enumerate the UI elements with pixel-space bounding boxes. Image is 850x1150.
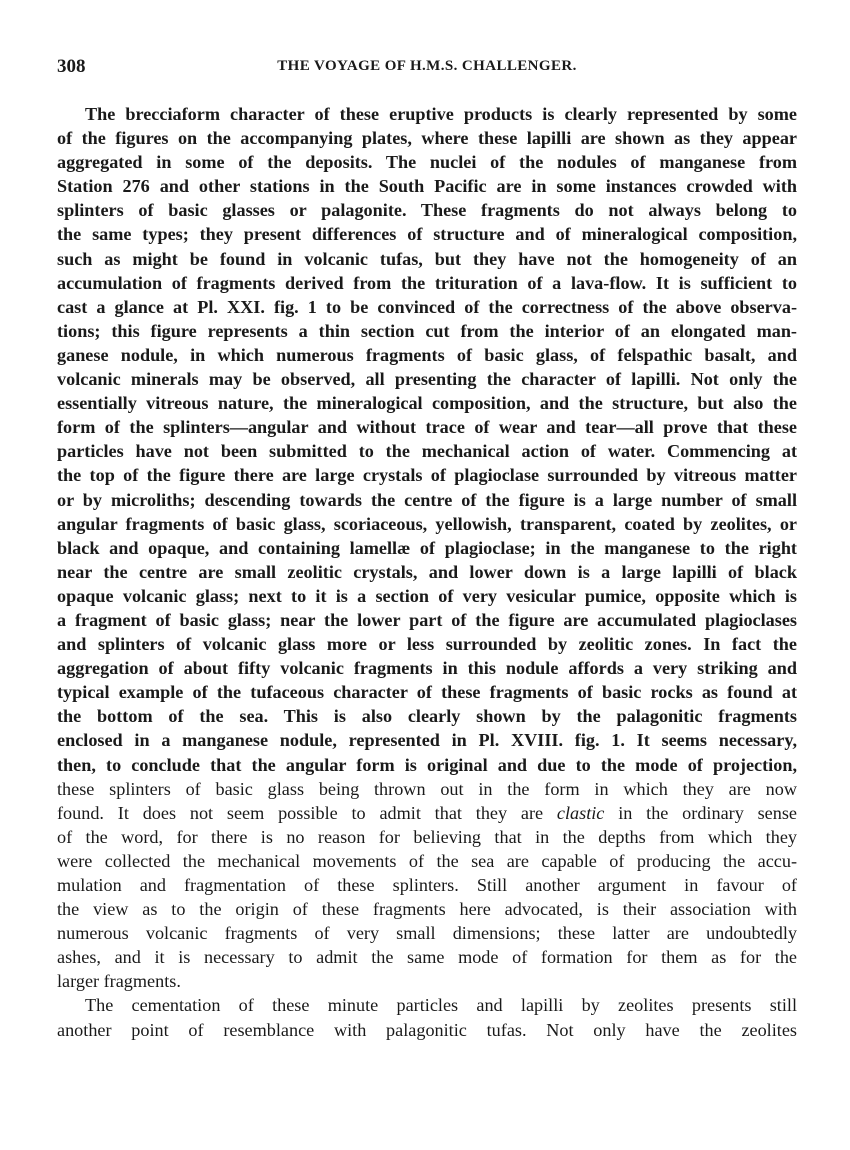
text-line: of the word, for there is no reason for believing that in the depths from which they xyxy=(57,826,797,847)
text-line: black and opaque, and containing lamellæ of plagioclase; in the manganese to the right xyxy=(57,537,797,558)
text-line: typical example of the tufaceous character of these fragments of basic rocks as found at xyxy=(57,682,797,703)
running-head xyxy=(57,56,797,84)
text-line: essentially vitreous nature, the mineralogical composition, and the structure, but also the xyxy=(57,393,797,414)
text-line: the view as to the origin of these fragments here advocated, is their association with xyxy=(57,899,797,920)
text-line: or by microliths; descending towards the centre of the figure is a large number of small xyxy=(57,489,797,510)
text-line: were collected the mechanical movements of the sea are capable of producing the accu- xyxy=(57,850,797,871)
text-line: enclosed in a manganese nodule, represented in Pl. XVIII. fig. 1. It seems necessary, xyxy=(57,730,797,751)
text-line: these splinters of basic glass being thrown out in the form in which they are now xyxy=(57,778,797,799)
text-line: tions; this figure represents a thin section cut from the interior of an elongated man- xyxy=(57,320,797,341)
running-title: THE VOYAGE OF H.M.S. CHALLENGER. xyxy=(277,58,577,74)
text-line: larger fragments. xyxy=(57,971,181,992)
text-line: ganese nodule, in which numerous fragments of basic glass, of felspathic basalt, and xyxy=(57,344,797,365)
text-line: then, to conclude that the angular form is original and due to the mode of projection, xyxy=(57,754,797,775)
text-line: near the centre are small zeolitic crystals, and lower down is a large lapilli of black xyxy=(57,561,797,582)
text-line: and splinters of volcanic glass more or less surrounded by zeolitic zones. In fact the xyxy=(57,634,797,655)
text-line-with-italic xyxy=(57,801,797,825)
text-line: ashes, and it is necessary to admit the same mode of formation for them as for the xyxy=(57,947,797,968)
text-line: the bottom of the sea. This is also clearly shown by the palagonitic fragments xyxy=(57,706,797,727)
text-line: volcanic minerals may be observed, all presenting the character of lapilli. Not only the xyxy=(57,369,797,390)
page-number: 308 xyxy=(57,56,86,77)
book-page xyxy=(57,56,797,1042)
text-line: splinters of basic glasses or palagonite. These fragments do not always belong to xyxy=(57,200,797,221)
text-line: aggregated in some of the deposits. The nuclei of the nodules of manganese from xyxy=(57,152,797,173)
text-line: the same types; they present differences of structure and of mineralogical composition, xyxy=(57,224,797,245)
text-line: form of the splinters—angular and without trace of wear and tear—all prove that these xyxy=(57,417,797,438)
text-line: the top of the figure there are large crystals of plagioclase surrounded by vitreous matter xyxy=(57,465,797,486)
paragraph-2 xyxy=(57,993,797,1041)
text-segment: found. It does not seem possible to admit that they are xyxy=(57,802,544,823)
italic-word: clastic xyxy=(556,802,605,823)
text-segment: in the ordinary sense xyxy=(618,802,798,823)
text-line: numerous volcanic fragments of very small dimensions; these latter are undoubtedly xyxy=(57,923,797,944)
text-line: of the figures on the accompanying plates, where these lapilli are shown as they appear xyxy=(57,128,797,149)
text-line: particles have not been submitted to the mechanical action of water. Commencing at xyxy=(57,441,797,462)
text-line: The brecciaform character of these eruptive products is clearly represented by some xyxy=(85,104,797,124)
text-line: such as might be found in volcanic tufas, but they have not the homogeneity of an xyxy=(57,248,797,269)
text-line: a fragment of basic glass; near the lower part of the figure are accumulated plagioclases xyxy=(57,609,797,630)
text-line: accumulation of fragments derived from the trituration of a lava-flow. It is sufficient to xyxy=(57,272,797,293)
paragraph-1 xyxy=(57,102,797,993)
text-line: Station 276 and other stations in the South Pacific are in some instances crowded with xyxy=(57,176,797,197)
text-line: mulation and fragmentation of these splinters. Still another argument in favour of xyxy=(57,875,797,895)
text-line: angular fragments of basic glass, scoriaceous, yellowish, transparent, coated by zeolites, or xyxy=(57,513,797,534)
body-text xyxy=(57,102,797,1042)
text-line: The cementation of these minute particles and lapilli by zeolites presents still xyxy=(85,995,797,1016)
text-line: aggregation of about fifty volcanic fragments in this nodule affords a very striking and xyxy=(57,658,797,679)
text-line: another point of resemblance with palagonitic tufas. Not only have the zeolites xyxy=(57,1019,797,1040)
text-line: cast a glance at Pl. XXI. fig. 1 to be convinced of the correctness of the above observa- xyxy=(57,296,797,317)
text-line: opaque volcanic glass; next to it is a section of very vesicular pumice, opposite which is xyxy=(57,585,797,606)
